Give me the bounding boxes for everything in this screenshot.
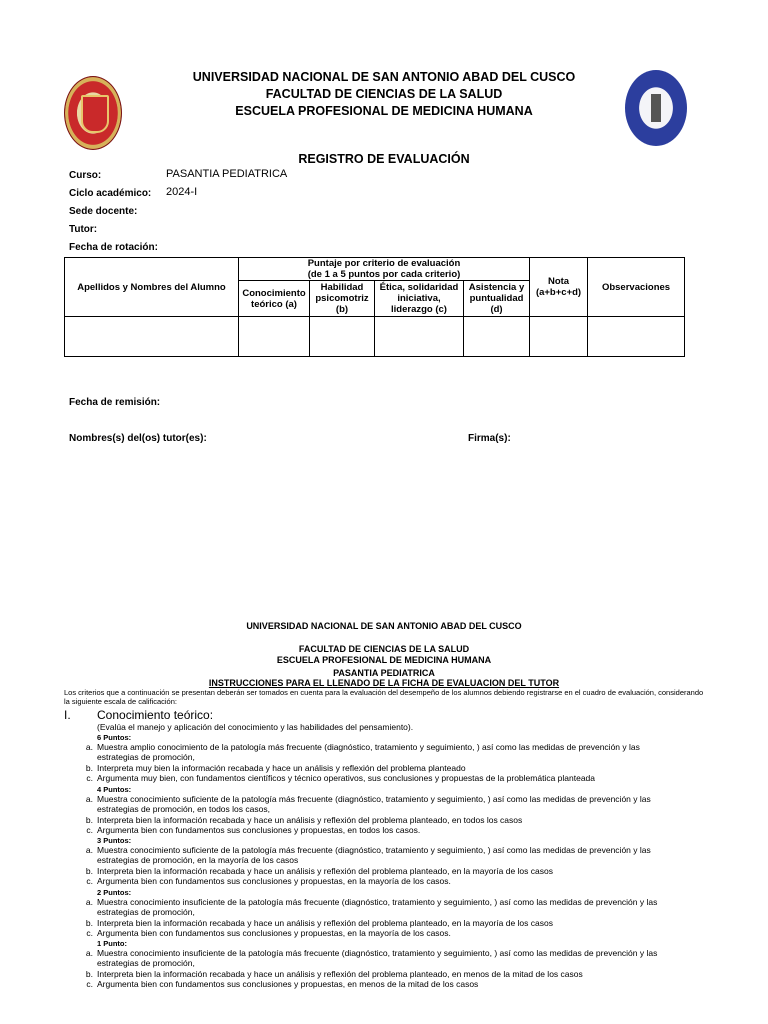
item-text-continued: estrategias de promoción, (97, 752, 195, 762)
criterion-item (86, 978, 707, 989)
item-text: Argumenta bien con fundamentos sus conclusiones y propuestas, en la mayoría de los casos. (97, 927, 451, 938)
cell-alumno[interactable] (65, 317, 239, 357)
item-text-continued: estrategias de promoción, en todos los casos, (97, 804, 270, 814)
item-text: Muestra conocimiento insuficiente de la patología más frecuente (diagnóstico, tratamiento y seguimiento, ) así como las medidas de prevención y las (97, 948, 658, 958)
item-text: Muestra conocimiento insuficiente de la patología más frecuente (diagnóstico, tratamiento y seguimiento, ) así como las medidas de prevención y las (97, 897, 658, 907)
ciclo-label: Ciclo académico: (69, 188, 152, 199)
fecha-remision-label: Fecha de remisión: (69, 397, 161, 408)
item-text: Interpreta bien la información recabada y hace un análisis y reflexión del problema planteado, en menos de la mitad de los casos (97, 968, 583, 979)
group-header-line2: (de 1 a 5 puntos por cada criterio) (307, 269, 461, 280)
intro-line1: Los criterios que a continuación se presentan deberán ser tomados en cuenta para la evaluación del desempeño de los alumnos debiendo registrarse en el cuadro de evaluación, considerando (64, 688, 704, 697)
table-row (65, 317, 685, 357)
criterion-item (85, 845, 707, 865)
nota-line1: Nota (547, 276, 570, 287)
item-text-continued: estrategias de promoción, (97, 907, 195, 917)
item-text: Interpreta bien la información recabada y hace un análisis y reflexión del problema planteado, en todos los casos (97, 814, 523, 825)
cell-d[interactable] (464, 317, 530, 357)
points-label: 4 Puntos: (97, 785, 132, 794)
points-label: 6 Puntos: (97, 733, 132, 742)
col-header-observaciones: Observaciones (588, 258, 685, 317)
nota-line2: (a+b+c+d) (535, 287, 582, 298)
points-label: 3 Puntos: (97, 836, 132, 845)
cell-a[interactable] (239, 317, 310, 357)
curso-value: PASANTIA PEDIATRICA (166, 168, 288, 180)
header-university: UNIVERSIDAD NACIONAL DE SAN ANTONIO ABAD DEL CUSCO (192, 70, 576, 84)
instructions-course: PASANTIA PEDIATRICA (333, 668, 435, 678)
item-letter: b. (85, 917, 93, 928)
item-letter: a. (85, 742, 93, 752)
item-letter: a. (85, 845, 93, 855)
item-letter: a. (85, 948, 93, 958)
criterion-item (85, 742, 707, 762)
item-letter: b. (85, 968, 93, 979)
sede-label: Sede docente: (69, 206, 138, 217)
col-header-b: Habilidad psicomotriz (b) (310, 281, 375, 317)
intro-line2: la siguiente escala de calificación: (64, 697, 177, 706)
tutor-label: Tutor: (69, 224, 98, 235)
points-label: 1 Punto: (97, 939, 127, 948)
item-letter: c. (86, 772, 93, 783)
col-header-d: Asistencia y puntualidad (d) (464, 281, 530, 317)
curso-label: Curso: (69, 170, 102, 181)
item-letter: a. (85, 897, 93, 907)
item-text: Argumenta muy bien, con fundamentos científicos y técnico operativos, sus conclusiones y propuestas de la problemática planteada (97, 772, 596, 783)
col-header-c: Ética, solidaridad iniciativa, liderazgo (c) (375, 281, 464, 317)
ciclo-value: 2024-I (166, 186, 198, 198)
item-text: Interpreta bien la información recabada y hace un análisis y reflexión del problema planteado, en la mayoría de los casos (97, 865, 553, 876)
page-title: REGISTRO DE EVALUACIÓN (298, 152, 470, 166)
instructions-title: INSTRUCCIONES PARA EL LLENADO DE LA FICHA DE EVALUACION DEL TUTOR (208, 678, 560, 688)
section-subheading: (Evalúa el manejo y aplicación del conocimiento y las habilidades del pensamiento). (97, 722, 414, 732)
col-group-header (239, 258, 530, 281)
item-text-continued: estrategias de promoción, (97, 958, 195, 968)
section-number: I. (64, 708, 71, 722)
col-header-alumno: Apellidos y Nombres del Alumno (65, 258, 239, 317)
item-letter: c. (86, 824, 93, 835)
item-letter: c. (86, 875, 93, 886)
criterion-item (85, 762, 707, 773)
tutores-label: Nombres(s) del(os) tutor(es): (69, 433, 207, 444)
cell-observaciones[interactable] (588, 317, 685, 357)
item-text: Muestra conocimiento suficiente de la patología más frecuente (diagnóstico, tratamiento y seguimiento, ) así como las medidas de prevención y las (97, 845, 651, 855)
cell-nota[interactable] (530, 317, 588, 357)
instructions-university: UNIVERSIDAD NACIONAL DE SAN ANTONIO ABAD DEL CUSCO (246, 621, 522, 631)
criterion-item (86, 927, 707, 938)
criterion-item (85, 948, 707, 968)
criterion-item (85, 917, 707, 928)
fecha-rotacion-label: Fecha de rotación: (69, 242, 158, 253)
criterion-item (86, 772, 707, 783)
criterion-item (85, 814, 707, 825)
col-header-nota (530, 258, 588, 317)
cell-c[interactable] (375, 317, 464, 357)
item-letter: b. (85, 814, 93, 825)
firma-label: Firma(s): (468, 433, 511, 444)
evaluation-table (64, 257, 685, 357)
item-text: Argumenta bien con fundamentos sus conclusiones y propuestas, en menos de la mitad de los casos (97, 978, 479, 989)
criterion-item (86, 824, 707, 835)
item-text: Interpreta muy bien la información recabada y hace un análisis y reflexión del problema planteado (97, 762, 466, 773)
criterion-item (86, 875, 707, 886)
header-school: ESCUELA PROFESIONAL DE MEDICINA HUMANA (235, 104, 533, 118)
item-text-continued: estrategias de promoción, en la mayoría de los casos (97, 855, 299, 865)
item-letter: c. (86, 927, 93, 938)
item-text: Muestra conocimiento suficiente de la patología más frecuente (diagnóstico, tratamiento y seguimiento, ) así como las medidas de prevención y las (97, 794, 651, 804)
item-letter: b. (85, 762, 93, 773)
item-text: Argumenta bien con fundamentos sus conclusiones y propuestas, en la mayoría de los casos. (97, 875, 451, 886)
instructions-faculty: FACULTAD DE CIENCIAS DE LA SALUD (298, 644, 470, 654)
criterion-item (85, 897, 707, 917)
item-text: Interpreta bien la información recabada y hace un análisis y reflexión del problema planteado, en la mayoría de los casos (97, 917, 553, 928)
item-letter: b. (85, 865, 93, 876)
header-faculty: FACULTAD DE CIENCIAS DE LA SALUD (265, 87, 503, 101)
col-header-a: Conocimiento teórico (a) (239, 281, 310, 317)
item-text: Argumenta bien con fundamentos sus conclusiones y propuestas, en todos los casos. (97, 824, 421, 835)
criterion-item (85, 865, 707, 876)
criterion-item (85, 794, 707, 814)
points-label: 2 Puntos: (97, 888, 132, 897)
item-letter: a. (85, 794, 93, 804)
item-letter: c. (86, 978, 93, 989)
section-heading: Conocimiento teórico: (97, 708, 214, 722)
cell-b[interactable] (310, 317, 375, 357)
criterion-item (85, 968, 707, 979)
group-header-line1: Puntaje por criterio de evaluación (307, 258, 461, 269)
instructions-school: ESCUELA PROFESIONAL DE MEDICINA HUMANA (276, 655, 492, 665)
item-text: Muestra amplio conocimiento de la patología más frecuente (diagnóstico, tratamiento y seguimiento, ) así como las medidas de prevención y las (97, 742, 640, 752)
